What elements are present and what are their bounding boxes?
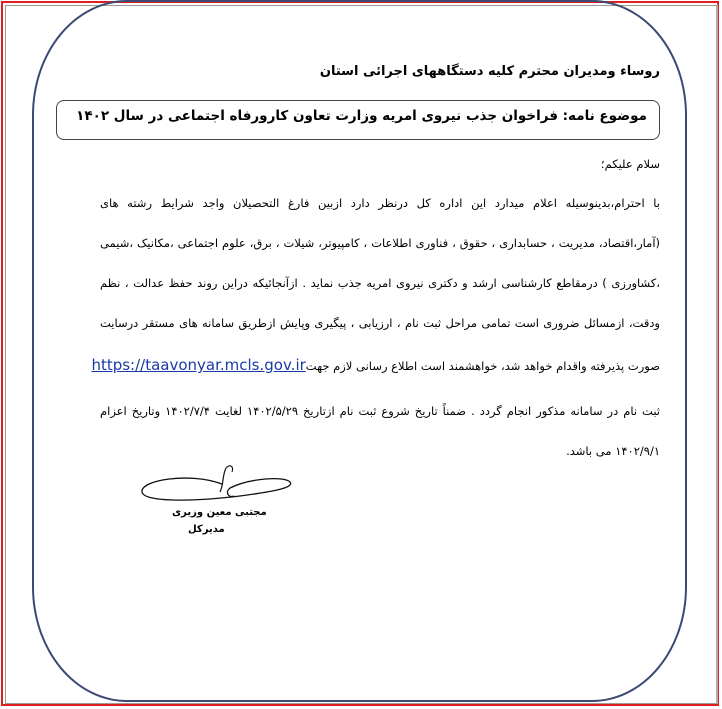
- taavonyar-link[interactable]: https://taavonyar.mcls.gov.ir: [91, 356, 306, 374]
- body-line-6: ثبت نام در سامانه مذکور انجام گردد . ضمناً تاریخ شروع ثبت نام ازتاریخ ۱۴۰۲/۵/۲۹ لغایت ۱۴۰۲/۷/۴ وتاریخ اعزام: [100, 404, 660, 418]
- signature-scribble: [130, 462, 300, 512]
- body-line-3: ،کشاورزی ) درمقاطع کارشناسی ارشد و دکتری نیروی امریه جذب نماید . ازآنجائیکه دراین روند حفظ عدالت ، نظم: [100, 276, 660, 290]
- recipient-line: روساء ومدیران محترم کلیه دستگاههای اجرائی استان: [319, 64, 660, 79]
- subject-text: موضوع نامه: فراخوان جذب نیروی امریه وزارت تعاون کارورفاه اجتماعی در سال ۱۴۰۲: [76, 108, 647, 124]
- subject-box: [56, 100, 660, 140]
- body-line-2: (آمار،اقتصاد، مدیریت ، حسابداری ، حقوق ، فناوری اطلاعات ، کامپیوتر، شیلات ، برق، علوم اجتماعی ،مکانیک ،شیمی: [100, 236, 660, 250]
- body-line-7: ۱۴۰۲/۹/۱ می باشد.: [566, 444, 660, 458]
- signatory-title: مدیرکل: [188, 524, 225, 535]
- body-line-5-text: صورت پذیرفته واقدام خواهد شد، خواهشمند است اطلاع رسانی لازم جهت: [305, 359, 660, 373]
- body-line-1: با احترام،بدینوسیله اعلام میدارد این اداره کل درنظر دارد ازبین فارغ التحصیلان واجد شرایط رشته های: [100, 196, 660, 210]
- body-line-4: ودقت، ازمسائل ضروری است تمامی مراحل ثبت نام ، ارزیابی ، پیگیری وپایش ازطریق سامانه های مستقر درسایت: [100, 316, 660, 330]
- signatory-name: مجتبی معین وزیری: [172, 507, 267, 518]
- greeting: سلام علیکم؛: [600, 157, 660, 171]
- body-line-5: [80, 356, 660, 374]
